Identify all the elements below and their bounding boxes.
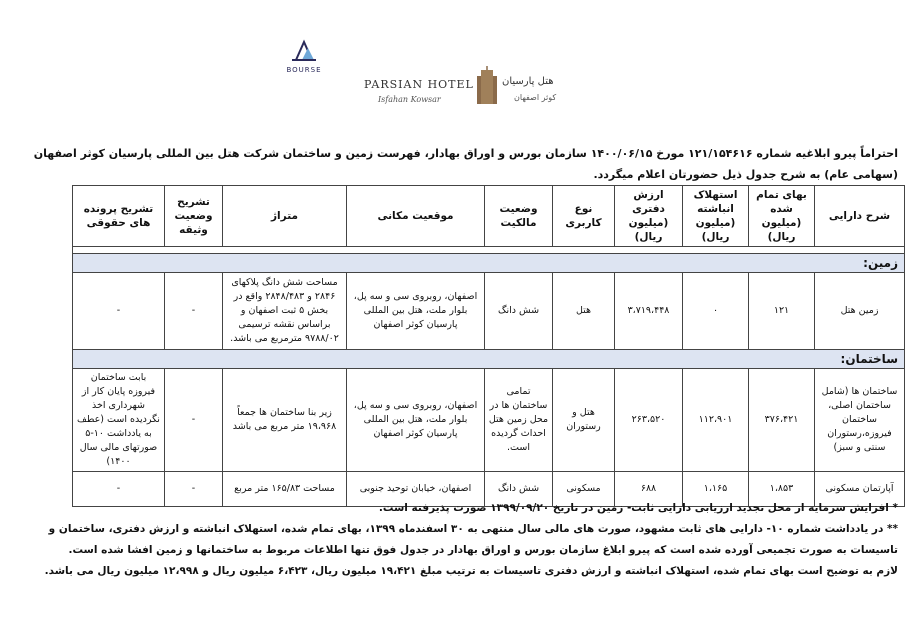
asset-cost: ۱،۸۵۳ xyxy=(749,472,815,507)
intro-paragraph: احتراماً پیرو ابلاغیه شماره ۱۲۱/۱۵۴۶۱۶ مورخ ۱۴۰۰/۰۶/۱۵ سازمان بورس و اوراق بهادار، فهرست زمین و ساختمان شرکت هتل بین المللی پارسیان کوثر اصفهان (سهامی عام) به شرح جدول ذیل حضورتان اعلام میگردد. xyxy=(33,147,898,181)
section-land-label: زمین: xyxy=(73,254,905,273)
asset-area: مساحت ۱۶۵/۸۳ متر مربع xyxy=(223,472,347,507)
footnote-2: ** در یادداشت شماره ۱۰- دارایی های ثابت مشهود، صورت های مالی سال منتهی به ۳۰ اسفندماه ۱۳۹۹، بهای تمام شده، استهلاک انباشته و ارزش دفتری، ساختمان و تاسیسات به صورت تجمیعی آورده شده است که پیرو ابلاغ سازمان بورس و اوراق بهادار در جدول فوق تنها اطلاعات مربوط به ساختمانها و زمین افشا شده است. xyxy=(48,523,898,556)
asset-book-value: ۶۸۸ xyxy=(615,472,683,507)
asset-depreciation: ۱۱۲،۹۰۱ xyxy=(683,369,749,472)
header-cell: شرح دارایی xyxy=(815,186,905,247)
asset-ownership: تمامی ساختمان ها در محل زمین هتل احداث گردیده است. xyxy=(485,369,553,472)
asset-desc: ساختمان ها (شامل ساختمان اصلی، ساختمان فیروزه،رستوران سنتی و سبز) xyxy=(815,369,905,472)
footnote-3: لازم به توضیح است بهای تمام شده، استهلاک انباشته و ارزش دفتری تاسیسات به ترتیب مبلغ ۱۹،۴۲۱ میلیون ریال، ۶،۴۲۳ میلیون ریال و ۱۲،۹۹۸ میلیون ریال می باشد. xyxy=(44,565,898,577)
asset-usage: مسکونی xyxy=(553,472,615,507)
asset-location: اصفهان، روبروی سی و سه پل، بلوار ملت، هتل بین المللی پارسیان کوثر اصفهان xyxy=(347,369,485,472)
asset-ownership: شش دانگ xyxy=(485,273,553,350)
hotel-sub-en: Isfahan Kowsar xyxy=(378,95,441,104)
asset-collateral: - xyxy=(165,369,223,472)
footnote-1: * افزایش سرمایه از محل تجدید ارزیابی دارایی ثابت- زمین در تاریخ ۱۳۹۹/۰۹/۲۰ صورت پذیرفته است. xyxy=(378,502,898,514)
asset-collateral: - xyxy=(165,472,223,507)
header-cell: ارزش دفتری (میلیون ریال) xyxy=(615,186,683,247)
asset-ownership: شش دانگ xyxy=(485,472,553,507)
asset-book-value: ۲۶۳،۵۲۰ xyxy=(615,369,683,472)
section-land-row xyxy=(73,254,905,273)
header-cell: نوع کاربری xyxy=(553,186,615,247)
header-cell: استهلاک انباشته (میلیون ریال) xyxy=(683,186,749,247)
logo-area xyxy=(0,38,914,118)
hotel-name-fa: هتل پارسیان xyxy=(502,76,554,87)
header-cell: بهای تمام شده (میلیون ریال) xyxy=(749,186,815,247)
asset-legal: - xyxy=(73,273,165,350)
asset-depreciation: ۰ xyxy=(683,273,749,350)
asset-usage: هتل و رستوران xyxy=(553,369,615,472)
table-row xyxy=(73,369,905,472)
asset-cost: ۳۷۶،۴۲۱ xyxy=(749,369,815,472)
asset-usage: هتل xyxy=(553,273,615,350)
table-header-row xyxy=(73,186,905,247)
hotel-logo xyxy=(364,66,564,118)
hotel-sub-fa: کوثر اصفهان xyxy=(514,93,557,102)
header-cell: متراژ xyxy=(223,186,347,247)
header-cell: موقعیت مکانی xyxy=(347,186,485,247)
header-cell: تشریح پرونده های حقوقی xyxy=(73,186,165,247)
asset-depreciation: ۱،۱۶۵ xyxy=(683,472,749,507)
asset-collateral: - xyxy=(165,273,223,350)
bourse-logo xyxy=(278,38,330,74)
header-cell: تشریح وضعیت وثیقه xyxy=(165,186,223,247)
spacer-row xyxy=(73,247,905,254)
asset-location: اصفهان، خیابان توحید جنوبی xyxy=(347,472,485,507)
asset-desc: آپارتمان مسکونی xyxy=(815,472,905,507)
table-row xyxy=(73,273,905,350)
bourse-emblem-icon xyxy=(284,38,324,62)
asset-cost: ۱۲۱ xyxy=(749,273,815,350)
asset-legal: بابت ساختمان فیروزه پایان کار از شهرداری اخذ نگردیده است (عطف به یادداشت ۱۰-۵ صورتهای مالی سال ۱۴۰۰) xyxy=(73,369,165,472)
asset-legal: - xyxy=(73,472,165,507)
assets-table xyxy=(72,185,905,507)
header-cell: وضعیت مالکیت xyxy=(485,186,553,247)
section-building-row xyxy=(73,350,905,369)
asset-area: مساحت شش دانگ پلاکهای ۲۸۴۶ و ۲۸۴۸/۴۸۳ واقع در بخش ۵ ثبت اصفهان و براساس نقشه ترسیمی ۹۷۸۸/۰۲ مترمربع می باشد. xyxy=(223,273,347,350)
hotel-building-icon xyxy=(472,66,502,106)
asset-area: زیر بنا ساختمان ها جمعاً ۱۹،۹۶۸ متر مربع می باشد xyxy=(223,369,347,472)
asset-book-value: ۳،۷۱۹،۴۴۸ xyxy=(615,273,683,350)
asset-location: اصفهان، روبروی سی و سه پل، بلوار ملت، هتل بین المللی پارسیان کوثر اصفهان xyxy=(347,273,485,350)
section-building-label: ساختمان: xyxy=(73,350,905,369)
bourse-logo-text: BOURSE xyxy=(286,66,322,74)
asset-desc: زمین هتل xyxy=(815,273,905,350)
hotel-name-en: PARSIAN HOTEL xyxy=(364,78,474,91)
footnotes xyxy=(14,498,898,582)
